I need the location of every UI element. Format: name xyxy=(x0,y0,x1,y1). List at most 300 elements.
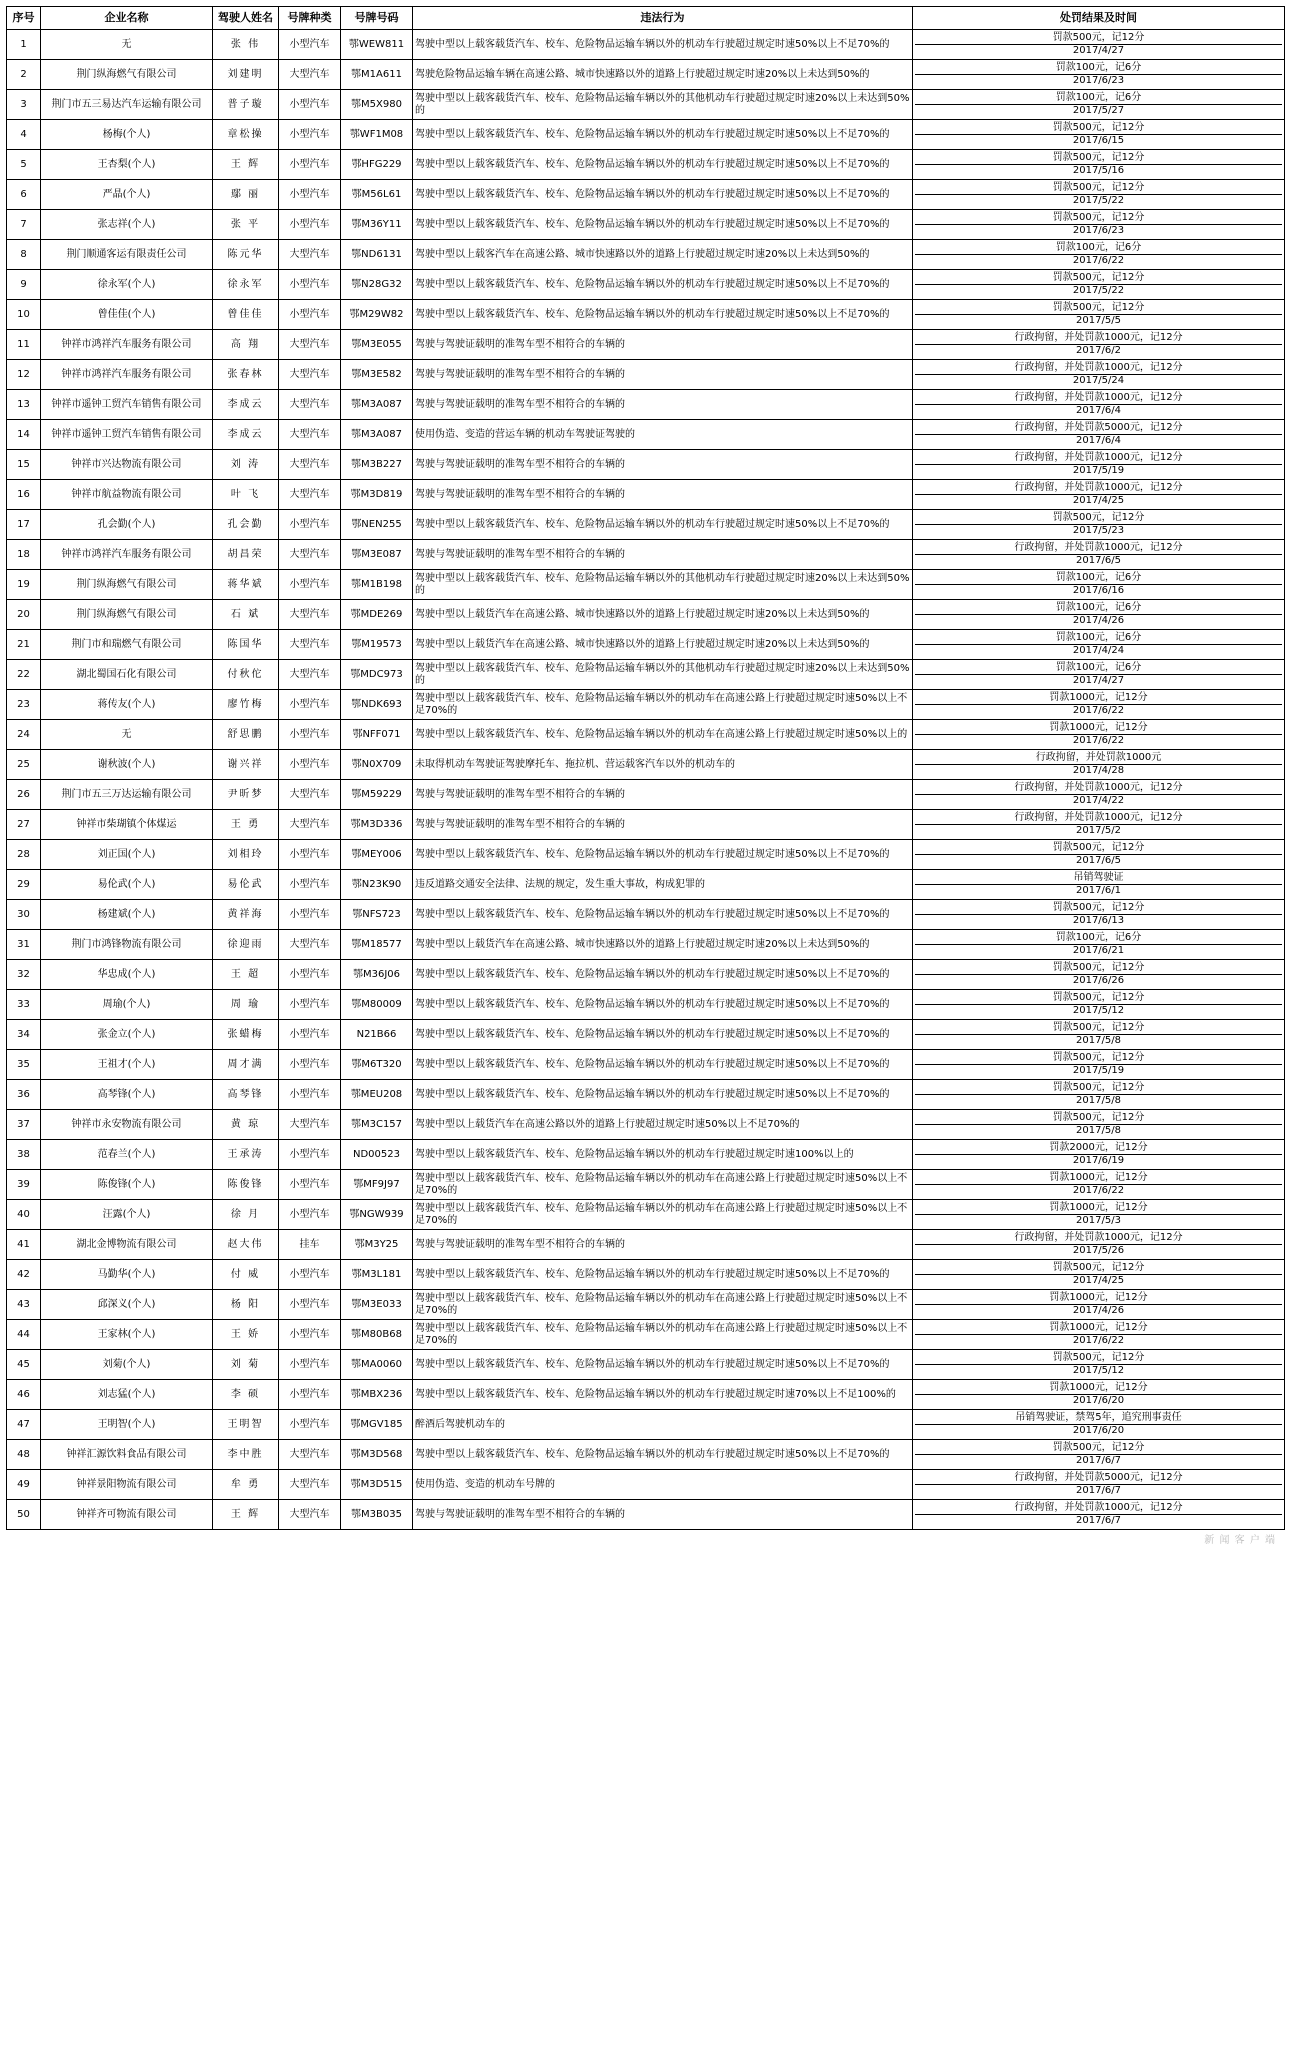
cell-company: 华忠成(个人) xyxy=(41,960,213,990)
cell-company: 湖北金博物流有限公司 xyxy=(41,1230,213,1260)
table-row xyxy=(7,30,1285,60)
cell-violation: 驾驶中型以上载客载货汽车、校车、危险物品运输车辆以外的机动车行驶超过规定时速50%以上不足70%的 xyxy=(413,510,913,540)
cell-company: 湖北蜀国石化有限公司 xyxy=(41,660,213,690)
table-row xyxy=(7,720,1285,750)
cell-plate-type: 小型汽车 xyxy=(279,90,341,120)
penalty-result: 罚款100元，记6分 xyxy=(915,931,1282,946)
cell-index: 30 xyxy=(7,900,41,930)
penalty-wrapper xyxy=(915,1381,1282,1409)
penalty-wrapper xyxy=(915,1501,1282,1529)
cell-index: 35 xyxy=(7,1050,41,1080)
cell-plate-type: 小型汽车 xyxy=(279,1290,341,1320)
penalty-result: 罚款2000元，记12分 xyxy=(915,1141,1282,1156)
cell-company: 荆门市鸿锋物流有限公司 xyxy=(41,930,213,960)
cell-driver: 章松操 xyxy=(213,120,279,150)
cell-company: 荆门纵海燃气有限公司 xyxy=(41,600,213,630)
cell-plate-type: 大型汽车 xyxy=(279,660,341,690)
cell-plate-number: 鄂M5X980 xyxy=(341,90,413,120)
cell-index: 1 xyxy=(7,30,41,60)
penalty-date: 2017/4/25 xyxy=(1072,1275,1125,1286)
cell-penalty xyxy=(913,360,1285,390)
cell-plate-number: 鄂M3E087 xyxy=(341,540,413,570)
cell-penalty xyxy=(913,1170,1285,1200)
cell-penalty xyxy=(913,780,1285,810)
cell-penalty xyxy=(913,1020,1285,1050)
cell-plate-type: 小型汽车 xyxy=(279,30,341,60)
table-row xyxy=(7,1080,1285,1110)
cell-plate-number: 鄂M19573 xyxy=(341,630,413,660)
cell-plate-number: 鄂M3Y25 xyxy=(341,1230,413,1260)
penalty-date: 2017/5/22 xyxy=(1072,285,1125,296)
cell-driver: 孔会勤 xyxy=(213,510,279,540)
penalty-date: 2017/4/26 xyxy=(1072,615,1125,626)
penalty-wrapper xyxy=(915,1201,1282,1229)
cell-plate-number: 鄂MBX236 xyxy=(341,1380,413,1410)
penalty-wrapper xyxy=(915,811,1282,839)
cell-plate-number: 鄂N23K90 xyxy=(341,870,413,900)
cell-plate-number: N21B66 xyxy=(341,1020,413,1050)
cell-plate-type: 小型汽车 xyxy=(279,900,341,930)
table-row xyxy=(7,180,1285,210)
table-row xyxy=(7,120,1285,150)
penalty-date: 2017/6/23 xyxy=(1072,225,1125,236)
cell-penalty xyxy=(913,1140,1285,1170)
cell-violation: 驾驶中型以上载客载货汽车、校车、危险物品运输车辆以外的机动车行驶超过规定时速50%以上不足70%的 xyxy=(413,1080,913,1110)
cell-index: 24 xyxy=(7,720,41,750)
penalty-wrapper xyxy=(915,631,1282,659)
cell-penalty xyxy=(913,90,1285,120)
cell-plate-type: 大型汽车 xyxy=(279,600,341,630)
cell-driver: 蒋华斌 xyxy=(213,570,279,600)
cell-driver: 杨 阳 xyxy=(213,1290,279,1320)
cell-index: 28 xyxy=(7,840,41,870)
penalty-wrapper xyxy=(915,271,1282,299)
cell-plate-type: 小型汽车 xyxy=(279,1380,341,1410)
cell-violation: 驾驶中型以上载客载货汽车、校车、危险物品运输车辆以外的机动车行驶超过规定时速100%以上的 xyxy=(413,1140,913,1170)
cell-driver: 徐永军 xyxy=(213,270,279,300)
cell-driver: 尹昕梦 xyxy=(213,780,279,810)
penalty-result: 罚款1000元，记12分 xyxy=(915,1201,1282,1216)
table-row xyxy=(7,870,1285,900)
cell-plate-type: 大型汽车 xyxy=(279,360,341,390)
table-row xyxy=(7,1470,1285,1500)
cell-plate-number: 鄂M3B227 xyxy=(341,450,413,480)
penalty-wrapper xyxy=(915,331,1282,359)
cell-violation: 驾驶中型以上载货汽车在高速公路、城市快速路以外的道路上行驶超过规定时速20%以上未达到50%的 xyxy=(413,600,913,630)
cell-driver: 石 斌 xyxy=(213,600,279,630)
cell-violation: 驾驶与驾驶证载明的准驾车型不相符合的车辆的 xyxy=(413,1500,913,1530)
penalty-date: 2017/6/5 xyxy=(1076,555,1121,566)
penalty-wrapper xyxy=(915,451,1282,479)
cell-company: 钟祥市兴达物流有限公司 xyxy=(41,450,213,480)
penalty-wrapper xyxy=(915,1351,1282,1379)
cell-plate-type: 小型汽车 xyxy=(279,1200,341,1230)
cell-company: 周瑜(个人) xyxy=(41,990,213,1020)
penalty-date: 2017/5/22 xyxy=(1072,195,1125,206)
cell-index: 31 xyxy=(7,930,41,960)
table-row xyxy=(7,270,1285,300)
cell-plate-number: 鄂M29W82 xyxy=(341,300,413,330)
penalty-result: 罚款1000元，记12分 xyxy=(915,1291,1282,1306)
table-header-row xyxy=(7,7,1285,30)
cell-index: 3 xyxy=(7,90,41,120)
cell-driver: 张 伟 xyxy=(213,30,279,60)
cell-penalty xyxy=(913,270,1285,300)
cell-company: 徐永军(个人) xyxy=(41,270,213,300)
cell-driver: 王 勇 xyxy=(213,810,279,840)
cell-violation: 违反道路交通安全法律、法规的规定，发生重大事故，构成犯罪的 xyxy=(413,870,913,900)
cell-company: 钟祥市鸿祥汽车服务有限公司 xyxy=(41,540,213,570)
penalty-date: 2017/6/7 xyxy=(1076,1485,1121,1496)
penalty-result: 行政拘留，并处罚款1000元，记12分 xyxy=(915,331,1282,346)
penalty-date: 2017/6/2 xyxy=(1076,345,1121,356)
cell-company: 刘正国(个人) xyxy=(41,840,213,870)
cell-index: 12 xyxy=(7,360,41,390)
penalty-date: 2017/6/19 xyxy=(1072,1155,1125,1166)
penalty-date: 2017/5/26 xyxy=(1072,1245,1125,1256)
cell-penalty xyxy=(913,1110,1285,1140)
table-row xyxy=(7,930,1285,960)
penalty-wrapper xyxy=(915,241,1282,269)
cell-penalty xyxy=(913,240,1285,270)
cell-company: 王祖才(个人) xyxy=(41,1050,213,1080)
cell-penalty xyxy=(913,1500,1285,1530)
cell-violation: 驾驶中型以上载客载货汽车、校车、危险物品运输车辆以外的机动车行驶超过规定时速50%以上不足70%的 xyxy=(413,960,913,990)
cell-penalty xyxy=(913,1410,1285,1440)
penalty-date: 2017/6/15 xyxy=(1072,135,1125,146)
cell-company: 张金立(个人) xyxy=(41,1020,213,1050)
cell-driver: 徐 月 xyxy=(213,1200,279,1230)
cell-plate-type: 小型汽车 xyxy=(279,150,341,180)
cell-driver: 刘 涛 xyxy=(213,450,279,480)
penalty-result: 罚款500元，记12分 xyxy=(915,1111,1282,1126)
cell-penalty xyxy=(913,420,1285,450)
cell-index: 37 xyxy=(7,1110,41,1140)
cell-plate-number: 鄂M3A087 xyxy=(341,390,413,420)
cell-index: 46 xyxy=(7,1380,41,1410)
cell-plate-number: 鄂M3E582 xyxy=(341,360,413,390)
cell-plate-type: 大型汽车 xyxy=(279,480,341,510)
cell-driver: 李中胜 xyxy=(213,1440,279,1470)
penalty-result: 罚款500元，记12分 xyxy=(915,31,1282,46)
cell-plate-number: 鄂NDK693 xyxy=(341,690,413,720)
penalty-wrapper xyxy=(915,931,1282,959)
penalty-date: 2017/6/7 xyxy=(1076,1455,1121,1466)
penalty-wrapper xyxy=(915,1231,1282,1259)
table-row xyxy=(7,1230,1285,1260)
cell-plate-type: 大型汽车 xyxy=(279,390,341,420)
penalty-wrapper xyxy=(915,421,1282,449)
penalty-date: 2017/5/3 xyxy=(1076,1215,1121,1226)
penalty-wrapper xyxy=(915,91,1282,119)
penalty-result: 罚款500元，记12分 xyxy=(915,841,1282,856)
table-row xyxy=(7,1440,1285,1470)
cell-index: 7 xyxy=(7,210,41,240)
cell-driver: 李成云 xyxy=(213,390,279,420)
penalty-date: 2017/4/22 xyxy=(1072,795,1125,806)
penalty-wrapper xyxy=(915,1111,1282,1139)
cell-index: 43 xyxy=(7,1290,41,1320)
penalty-date: 2017/6/22 xyxy=(1072,735,1125,746)
col-header-violation: 违法行为 xyxy=(413,7,913,30)
table-row xyxy=(7,810,1285,840)
cell-plate-type: 大型汽车 xyxy=(279,330,341,360)
penalty-date: 2017/5/8 xyxy=(1076,1125,1121,1136)
cell-plate-type: 小型汽车 xyxy=(279,1170,341,1200)
penalty-wrapper xyxy=(915,541,1282,569)
penalty-result: 罚款500元，记12分 xyxy=(915,151,1282,166)
penalty-wrapper xyxy=(915,151,1282,179)
cell-penalty xyxy=(913,120,1285,150)
cell-index: 47 xyxy=(7,1410,41,1440)
cell-plate-type: 大型汽车 xyxy=(279,540,341,570)
penalty-result: 罚款500元，记12分 xyxy=(915,1021,1282,1036)
cell-penalty xyxy=(913,1230,1285,1260)
cell-plate-type: 小型汽车 xyxy=(279,750,341,780)
cell-plate-number: 鄂M18577 xyxy=(341,930,413,960)
cell-company: 荆门市五三万达运输有限公司 xyxy=(41,780,213,810)
cell-driver: 叶 飞 xyxy=(213,480,279,510)
cell-plate-type: 大型汽车 xyxy=(279,1500,341,1530)
cell-index: 27 xyxy=(7,810,41,840)
cell-penalty xyxy=(913,390,1285,420)
cell-plate-number: 鄂MA0060 xyxy=(341,1350,413,1380)
cell-violation: 驾驶中型以上载客载货汽车、校车、危险物品运输车辆以外的机动车行驶超过规定时速50%以上不足70%的 xyxy=(413,1020,913,1050)
table-row xyxy=(7,1170,1285,1200)
table-row xyxy=(7,840,1285,870)
table-row xyxy=(7,900,1285,930)
table-row xyxy=(7,1320,1285,1350)
cell-plate-number: 鄂M80009 xyxy=(341,990,413,1020)
cell-driver: 付秋佗 xyxy=(213,660,279,690)
table-row xyxy=(7,750,1285,780)
cell-index: 32 xyxy=(7,960,41,990)
cell-driver: 张春林 xyxy=(213,360,279,390)
cell-violation: 驾驶与驾驶证载明的准驾车型不相符合的车辆的 xyxy=(413,390,913,420)
penalty-wrapper xyxy=(915,1471,1282,1499)
cell-plate-number: 鄂NFF071 xyxy=(341,720,413,750)
cell-plate-number: 鄂WF1M08 xyxy=(341,120,413,150)
penalty-date: 2017/5/24 xyxy=(1072,375,1125,386)
cell-penalty xyxy=(913,480,1285,510)
cell-index: 41 xyxy=(7,1230,41,1260)
cell-violation: 驾驶中型以上载客载货汽车、校车、危险物品运输车辆以外的机动车行驶超过规定时速50%以上不足70%的 xyxy=(413,300,913,330)
penalty-wrapper xyxy=(915,211,1282,239)
table-row xyxy=(7,990,1285,1020)
cell-penalty xyxy=(913,960,1285,990)
cell-penalty xyxy=(913,720,1285,750)
cell-penalty xyxy=(913,750,1285,780)
penalty-result: 罚款100元，记6分 xyxy=(915,241,1282,256)
penalty-date: 2017/5/12 xyxy=(1072,1365,1125,1376)
penalty-result: 行政拘留，并处罚款1000元，记12分 xyxy=(915,541,1282,556)
penalty-wrapper xyxy=(915,991,1282,1019)
penalty-result: 行政拘留，并处罚款1000元，记12分 xyxy=(915,361,1282,376)
table-row xyxy=(7,1290,1285,1320)
cell-driver: 廖竹梅 xyxy=(213,690,279,720)
cell-penalty xyxy=(913,660,1285,690)
cell-index: 23 xyxy=(7,690,41,720)
penalty-wrapper xyxy=(915,721,1282,749)
table-row xyxy=(7,1020,1285,1050)
table-row xyxy=(7,1410,1285,1440)
penalty-wrapper xyxy=(915,661,1282,689)
penalty-date: 2017/6/26 xyxy=(1072,975,1125,986)
cell-company: 谢秋波(个人) xyxy=(41,750,213,780)
table-row xyxy=(7,1380,1285,1410)
cell-violation: 驾驶与驾驶证载明的准驾车型不相符合的车辆的 xyxy=(413,810,913,840)
table-row xyxy=(7,690,1285,720)
cell-company: 无 xyxy=(41,30,213,60)
cell-violation: 驾驶中型以上载客载货汽车、校车、危险物品运输车辆以外的机动车行驶超过规定时速50%以上不足70%的 xyxy=(413,900,913,930)
cell-driver: 周才满 xyxy=(213,1050,279,1080)
table-row xyxy=(7,1200,1285,1230)
table-row xyxy=(7,510,1285,540)
cell-company: 荆门顺通客运有限责任公司 xyxy=(41,240,213,270)
cell-violation: 驾驶中型以上载客载货汽车、校车、危险物品运输车辆以外的其他机动车行驶超过规定时速20%以上未达到50%的 xyxy=(413,570,913,600)
cell-penalty xyxy=(913,900,1285,930)
penalty-date: 2017/5/27 xyxy=(1072,105,1125,116)
penalty-date: 2017/6/22 xyxy=(1072,705,1125,716)
cell-index: 19 xyxy=(7,570,41,600)
cell-company: 钟祥市鸿祥汽车服务有限公司 xyxy=(41,360,213,390)
cell-driver: 周 瑜 xyxy=(213,990,279,1020)
cell-penalty xyxy=(913,150,1285,180)
cell-plate-type: 大型汽车 xyxy=(279,60,341,90)
cell-driver: 胡昌荣 xyxy=(213,540,279,570)
cell-company: 易伦武(个人) xyxy=(41,870,213,900)
cell-driver: 高 翔 xyxy=(213,330,279,360)
cell-company: 钟祥市鸿祥汽车服务有限公司 xyxy=(41,330,213,360)
cell-company: 王家林(个人) xyxy=(41,1320,213,1350)
cell-index: 50 xyxy=(7,1500,41,1530)
cell-plate-number: 鄂M59229 xyxy=(341,780,413,810)
penalty-result: 罚款500元，记12分 xyxy=(915,991,1282,1006)
cell-company: 刘菊(个人) xyxy=(41,1350,213,1380)
cell-index: 20 xyxy=(7,600,41,630)
cell-plate-number: 鄂NGW939 xyxy=(341,1200,413,1230)
cell-company: 邱深义(个人) xyxy=(41,1290,213,1320)
penalty-result: 行政拘留，并处罚款1000元，记12分 xyxy=(915,451,1282,466)
cell-plate-number: 鄂N0X709 xyxy=(341,750,413,780)
penalty-wrapper xyxy=(915,1411,1282,1439)
penalty-date: 2017/6/22 xyxy=(1072,1335,1125,1346)
cell-plate-type: 小型汽车 xyxy=(279,1260,341,1290)
penalty-result: 罚款1000元，记12分 xyxy=(915,691,1282,706)
penalty-result: 罚款1000元，记12分 xyxy=(915,1321,1282,1336)
cell-driver: 王 辉 xyxy=(213,1500,279,1530)
penalty-result: 罚款500元，记12分 xyxy=(915,511,1282,526)
penalty-date: 2017/4/24 xyxy=(1072,645,1125,656)
cell-index: 6 xyxy=(7,180,41,210)
cell-company: 高琴锋(个人) xyxy=(41,1080,213,1110)
cell-penalty xyxy=(913,1320,1285,1350)
cell-company: 孔会勤(个人) xyxy=(41,510,213,540)
penalty-wrapper xyxy=(915,781,1282,809)
penalty-wrapper xyxy=(915,1141,1282,1169)
cell-company: 钟祥齐可物流有限公司 xyxy=(41,1500,213,1530)
cell-penalty xyxy=(913,570,1285,600)
cell-plate-number: 鄂M3D336 xyxy=(341,810,413,840)
penalty-result: 罚款500元，记12分 xyxy=(915,181,1282,196)
cell-violation: 驾驶中型以上载客载货汽车、校车、危险物品运输车辆以外的其他机动车行驶超过规定时速20%以上未达到50%的 xyxy=(413,90,913,120)
table-row xyxy=(7,360,1285,390)
penalty-result: 罚款100元，记6分 xyxy=(915,571,1282,586)
cell-violation: 驾驶中型以上载客载货汽车、校车、危险物品运输车辆以外的机动车行驶超过规定时速50%以上不足70%的 xyxy=(413,990,913,1020)
cell-driver: 王 超 xyxy=(213,960,279,990)
penalty-date: 2017/5/19 xyxy=(1072,1065,1125,1076)
table-row xyxy=(7,210,1285,240)
penalty-result: 罚款1000元，记12分 xyxy=(915,1381,1282,1396)
cell-plate-number: ND00523 xyxy=(341,1140,413,1170)
cell-index: 4 xyxy=(7,120,41,150)
cell-plate-number: 鄂M80B68 xyxy=(341,1320,413,1350)
table-row xyxy=(7,600,1285,630)
penalty-date: 2017/6/1 xyxy=(1076,885,1121,896)
cell-index: 45 xyxy=(7,1350,41,1380)
cell-index: 40 xyxy=(7,1200,41,1230)
cell-company: 无 xyxy=(41,720,213,750)
cell-plate-number: 鄂NEN255 xyxy=(341,510,413,540)
cell-driver: 王承涛 xyxy=(213,1140,279,1170)
penalty-date: 2017/5/12 xyxy=(1072,1005,1125,1016)
cell-penalty xyxy=(913,1290,1285,1320)
table-row xyxy=(7,1050,1285,1080)
cell-plate-type: 小型汽车 xyxy=(279,570,341,600)
table-row xyxy=(7,660,1285,690)
cell-plate-type: 大型汽车 xyxy=(279,1440,341,1470)
cell-driver: 刘 菊 xyxy=(213,1350,279,1380)
table-row xyxy=(7,1350,1285,1380)
table-row xyxy=(7,480,1285,510)
table-row xyxy=(7,450,1285,480)
cell-index: 8 xyxy=(7,240,41,270)
penalty-result: 罚款1000元，记12分 xyxy=(915,721,1282,736)
penalty-result: 行政拘留，并处罚款1000元 xyxy=(915,751,1282,766)
cell-index: 14 xyxy=(7,420,41,450)
cell-company: 钟祥汇源饮料食品有限公司 xyxy=(41,1440,213,1470)
penalty-wrapper xyxy=(915,1261,1282,1289)
cell-company: 马勤华(个人) xyxy=(41,1260,213,1290)
cell-penalty xyxy=(913,300,1285,330)
cell-plate-number: 鄂HFG229 xyxy=(341,150,413,180)
cell-penalty xyxy=(913,600,1285,630)
penalty-wrapper xyxy=(915,301,1282,329)
cell-penalty xyxy=(913,870,1285,900)
cell-penalty xyxy=(913,180,1285,210)
penalty-result: 罚款100元，记6分 xyxy=(915,661,1282,676)
cell-penalty xyxy=(913,840,1285,870)
penalty-wrapper xyxy=(915,1051,1282,1079)
cell-driver: 陈国华 xyxy=(213,630,279,660)
penalty-date: 2017/6/23 xyxy=(1072,75,1125,86)
cell-plate-number: 鄂M3L181 xyxy=(341,1260,413,1290)
table-body xyxy=(7,30,1285,1530)
cell-violation: 驾驶中型以上载客载货汽车、校车、危险物品运输车辆以外的机动车在高速公路上行驶超过规定时速50%以上不足70%的 xyxy=(413,1290,913,1320)
table-row xyxy=(7,1260,1285,1290)
penalty-result: 行政拘留，并处罚款5000元，记12分 xyxy=(915,1471,1282,1486)
cell-plate-number: 鄂M3C157 xyxy=(341,1110,413,1140)
cell-company: 钟祥景阳物流有限公司 xyxy=(41,1470,213,1500)
penalty-date: 2017/6/20 xyxy=(1072,1395,1125,1406)
cell-plate-type: 大型汽车 xyxy=(279,420,341,450)
cell-index: 16 xyxy=(7,480,41,510)
cell-company: 钟祥市遥钟工贸汽车销售有限公司 xyxy=(41,390,213,420)
cell-company: 张志祥(个人) xyxy=(41,210,213,240)
cell-company: 钟祥市柴瑚镇个体煤运 xyxy=(41,810,213,840)
cell-violation: 驾驶中型以上载客载货汽车、校车、危险物品运输车辆以外的机动车行驶超过规定时速50%以上不足70%的 xyxy=(413,1440,913,1470)
table-row xyxy=(7,330,1285,360)
